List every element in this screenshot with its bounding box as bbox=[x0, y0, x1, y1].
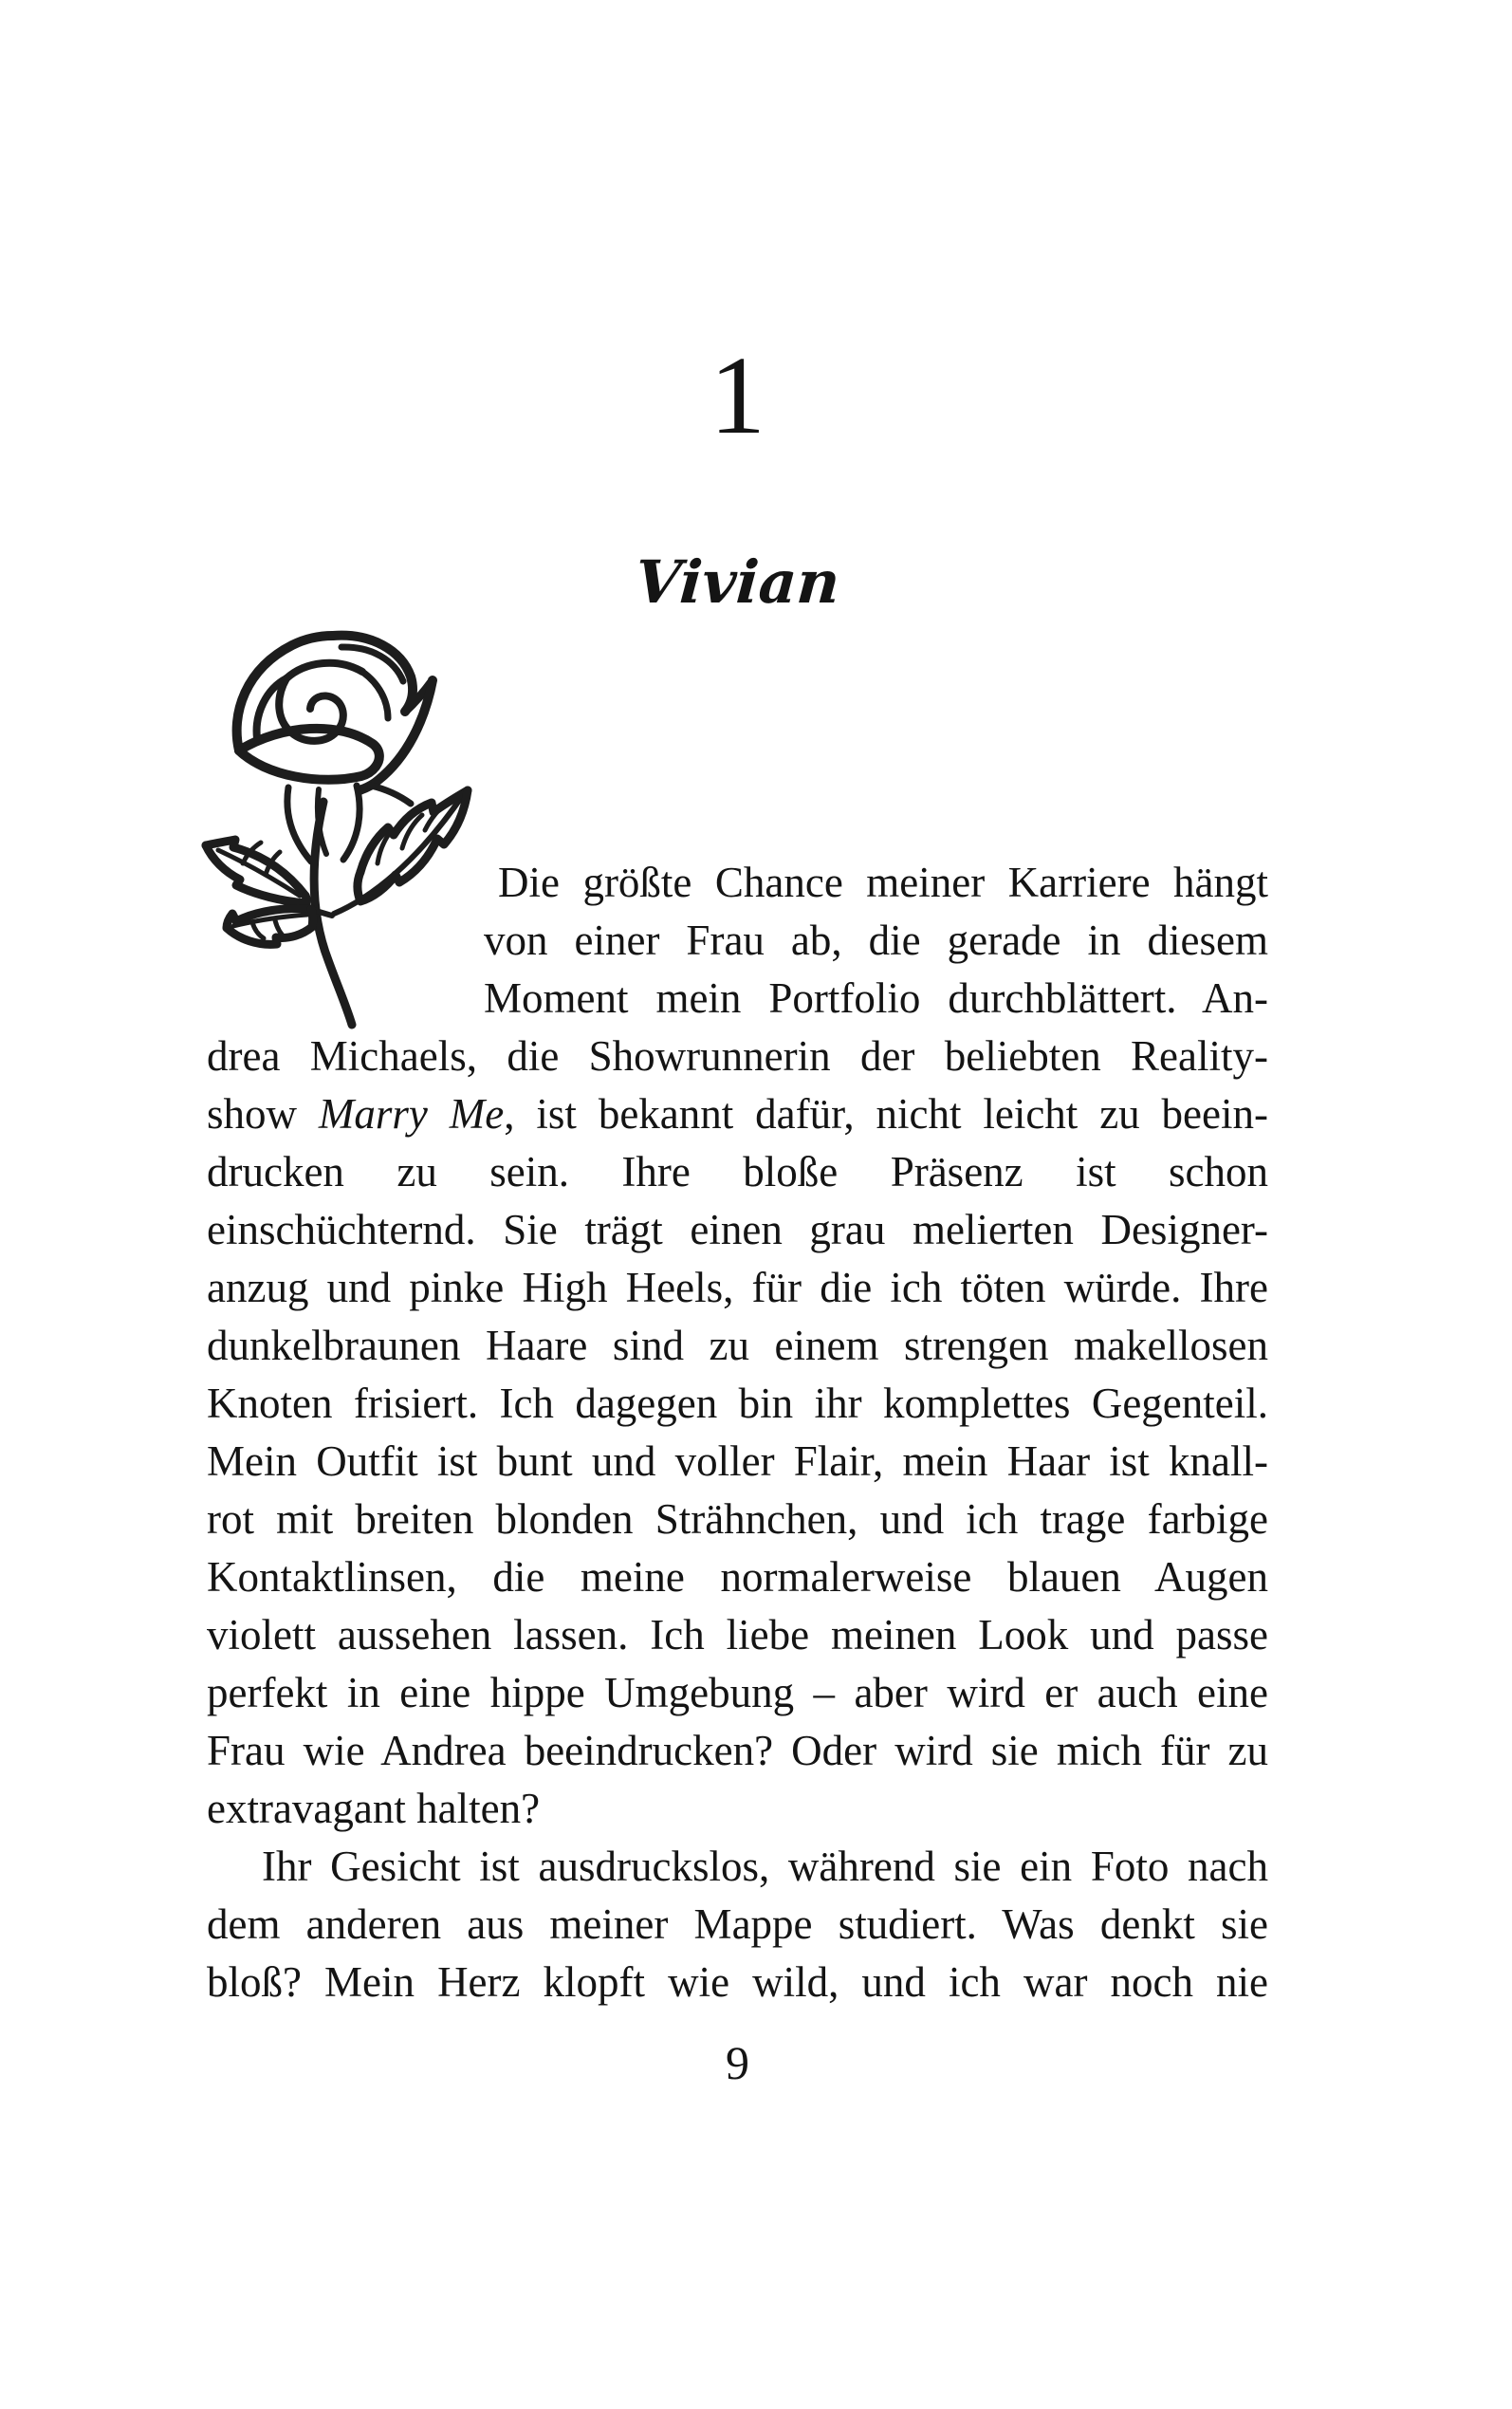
text-line: drea Michaels, die Showrunnerin der beliebten Reality- bbox=[207, 1032, 1268, 1080]
chapter-number: 1 bbox=[710, 333, 765, 457]
chapter-title: Vivian bbox=[633, 547, 842, 617]
page-number: 9 bbox=[726, 2036, 749, 2089]
text-line: dunkelbraunen Haare sind zu einem strengen makellosen bbox=[207, 1322, 1268, 1369]
text-line: drucken zu sein. Ihre bloße Präsenz ist schon bbox=[207, 1148, 1268, 1195]
text-line: Ihr Gesicht ist ausdruckslos, während sie ein Foto nach bbox=[262, 1843, 1268, 1890]
body-text bbox=[207, 854, 1268, 2011]
text-line: extravagant halten? bbox=[207, 1785, 541, 1832]
text-line: Knoten frisiert. Ich dagegen bin ihr komplettes Gegenteil. bbox=[207, 1380, 1268, 1427]
rose-illustration-anchor bbox=[207, 854, 484, 1028]
text-line: violett aussehen lassen. Ich liebe meinen Look und passe bbox=[207, 1611, 1268, 1659]
text-line: rot mit breiten blonden Strähnchen, und ich trage farbige bbox=[207, 1495, 1268, 1543]
text-segment: , ist bekannt dafür, nicht leicht zu beein- bbox=[504, 1090, 1268, 1138]
text-line: perfekt in eine hippe Umgebung – aber wird er auch eine bbox=[207, 1669, 1268, 1716]
text-line: Moment mein Portfolio durchblättert. An- bbox=[484, 974, 1268, 1022]
text-line: bloß? Mein Herz klopft wie wild, und ich war noch nie bbox=[207, 1958, 1268, 2006]
text-line bbox=[207, 1085, 1268, 1143]
show-title-italic: Marry Me bbox=[318, 1090, 505, 1138]
text-line: dem anderen aus meiner Mappe studiert. Was denkt sie bbox=[207, 1900, 1268, 1948]
text-line: anzug und pinke High Heels, für die ich töten würde. Ihre bbox=[207, 1264, 1268, 1311]
rose-line-art-image bbox=[133, 626, 531, 1072]
text-line: Mein Outfit ist bunt und voller Flair, mein Haar ist knall- bbox=[207, 1437, 1268, 1485]
text-line: einschüchternd. Sie trägt einen grau melierten Designer- bbox=[207, 1206, 1268, 1253]
text-line: Kontaktlinsen, die meine normalerweise blauen Augen bbox=[207, 1553, 1268, 1601]
text-segment: show bbox=[207, 1090, 319, 1138]
text-line: Die größte Chance meiner Karriere hängt bbox=[498, 859, 1268, 906]
text-line: Frau wie Andrea beeindrucken? Oder wird sie mich für zu bbox=[207, 1727, 1268, 1774]
text-line: von einer Frau ab, die gerade in diesem bbox=[484, 917, 1268, 964]
